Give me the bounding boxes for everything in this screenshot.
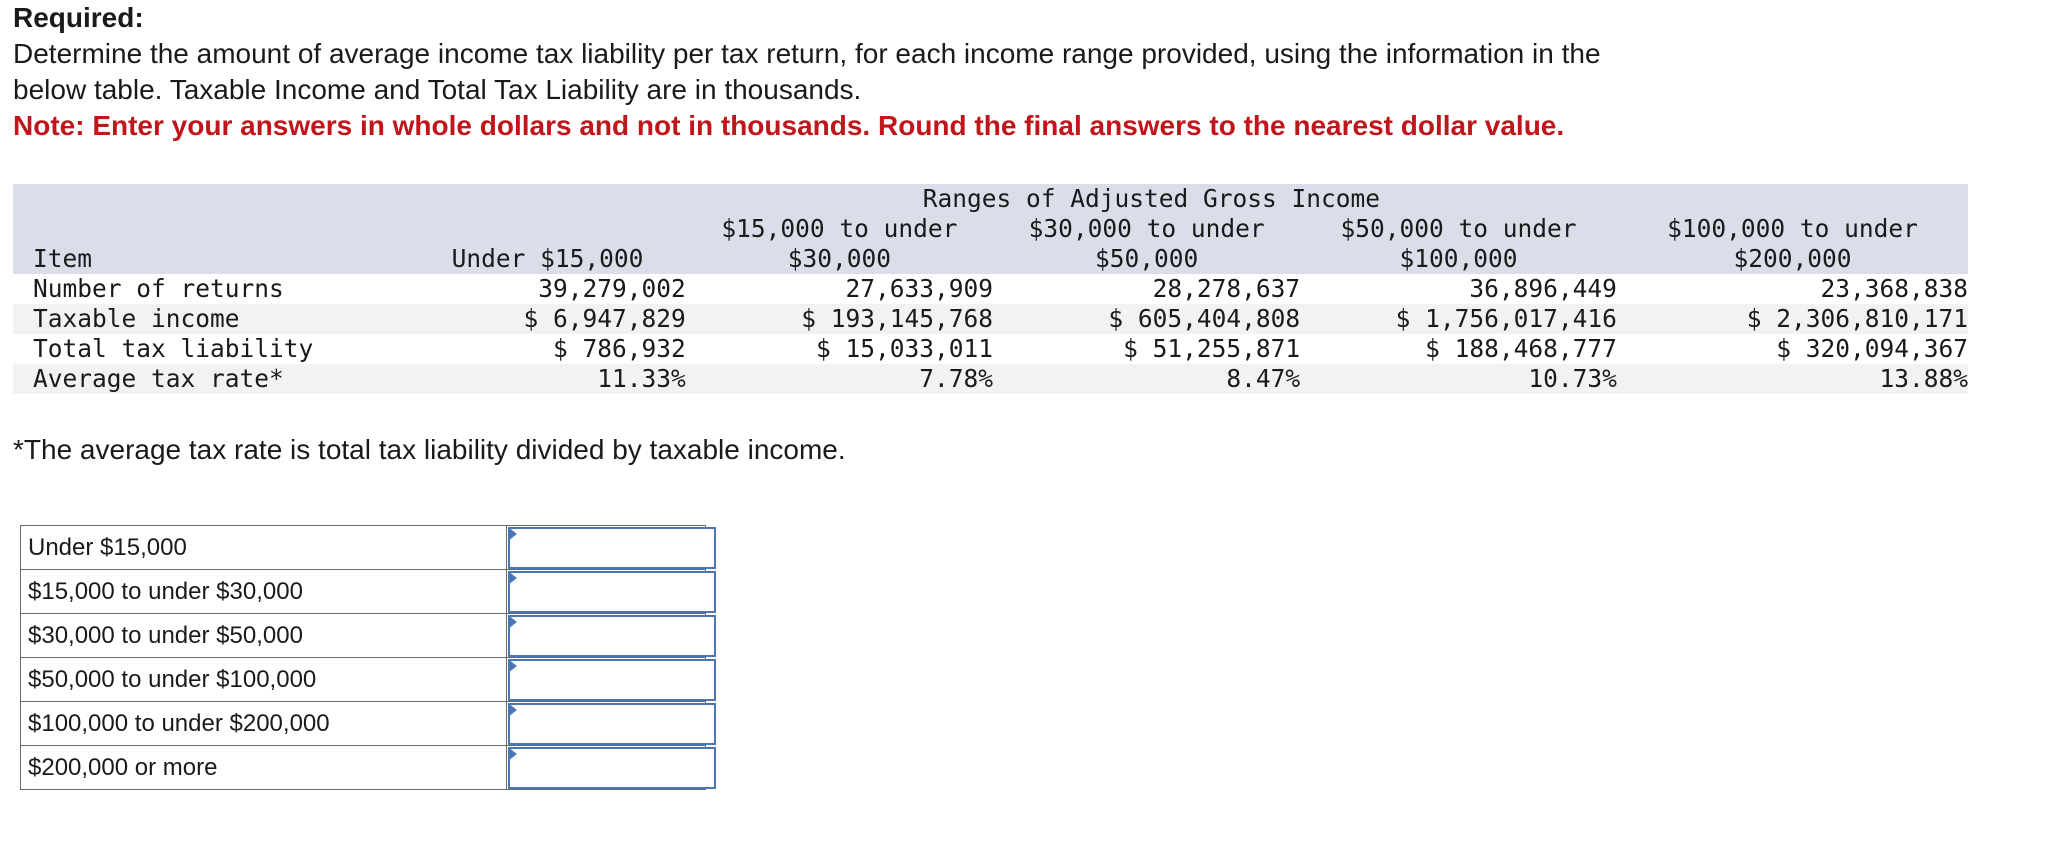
item-header: Item: [13, 244, 409, 274]
answer-cell: [507, 746, 706, 790]
table-cell: $ 188,468,777: [1300, 334, 1617, 364]
instruction-line-2: below table. Taxable Income and Total Tax Liability are in thousands.: [13, 74, 862, 105]
col-header-line2: Under $15,000: [409, 244, 686, 274]
answer-label: $15,000 to under $30,000: [21, 570, 507, 614]
table-cell: $ 2,306,810,171: [1617, 304, 1968, 334]
table-cell: 28,278,637: [993, 274, 1300, 304]
table-cell: $ 320,094,367: [1617, 334, 1968, 364]
answer-row: [21, 526, 706, 570]
table-cell: 10.73%: [1300, 364, 1617, 394]
note-text: Note: Enter your answers in whole dollars and not in thousands. Round the final answers to the nearest dollar value.: [13, 110, 1565, 141]
table-cell: 39,279,002: [409, 274, 686, 304]
instruction-line-1: Determine the amount of average income tax liability per tax return, for each income range provided, using the information in the: [13, 38, 1601, 69]
answer-cell: [507, 658, 706, 702]
group-header: Ranges of Adjusted Gross Income: [686, 184, 1617, 214]
table-cell: $ 51,255,871: [993, 334, 1300, 364]
row-label: Taxable income: [13, 304, 409, 334]
col-header-line1: $30,000 to under: [993, 214, 1300, 244]
row-label: Number of returns: [13, 274, 409, 304]
table-cell: $ 193,145,768: [686, 304, 993, 334]
answer-input-100000-to-200000[interactable]: [508, 703, 716, 745]
answer-input-200000-or-more[interactable]: [508, 747, 716, 789]
table-cell: 7.78%: [686, 364, 993, 394]
col-header-line2: $200,000: [1617, 244, 1968, 274]
row-label: Total tax liability: [13, 334, 409, 364]
answer-input-under-15000[interactable]: [508, 527, 716, 569]
table-header-row-line2: [13, 244, 1968, 274]
table-row: [13, 304, 1968, 334]
col-header-line1: $50,000 to under: [1300, 214, 1617, 244]
col-header-line2: $50,000: [993, 244, 1300, 274]
table-cell: $ 15,033,011: [686, 334, 993, 364]
table-row: [13, 334, 1968, 364]
answer-row: [21, 702, 706, 746]
footnote: *The average tax rate is total tax liability divided by taxable income.: [13, 434, 846, 465]
answer-input-15000-to-30000[interactable]: [508, 571, 716, 613]
answer-cell: [507, 702, 706, 746]
answer-row: [21, 658, 706, 702]
answer-cell: [507, 614, 706, 658]
table-cell: $ 605,404,808: [993, 304, 1300, 334]
table-row: [13, 364, 1968, 394]
table-cell: 13.88%: [1617, 364, 1968, 394]
question-heading: [13, 0, 2053, 144]
col-header-line2: $30,000: [686, 244, 993, 274]
answer-label: $200,000 or more: [21, 746, 507, 790]
table-cell: 23,368,838: [1617, 274, 1968, 304]
table-cell: 8.47%: [993, 364, 1300, 394]
col-header-line1: [409, 214, 686, 244]
answer-row: [21, 746, 706, 790]
col-header-line1: $15,000 to under: [686, 214, 993, 244]
answer-row: [21, 614, 706, 658]
row-label: Average tax rate*: [13, 364, 409, 394]
table-cell: 11.33%: [409, 364, 686, 394]
answer-cell: [507, 526, 706, 570]
table-cell: $ 1,756,017,416: [1300, 304, 1617, 334]
answer-label: $30,000 to under $50,000: [21, 614, 507, 658]
data-table-container: [13, 184, 1968, 394]
answer-table: [20, 525, 706, 790]
answer-label: Under $15,000: [21, 526, 507, 570]
table-cell: $ 6,947,829: [409, 304, 686, 334]
table-row: [13, 274, 1968, 304]
answer-label: $50,000 to under $100,000: [21, 658, 507, 702]
answer-cell: [507, 570, 706, 614]
col-header-line1: $100,000 to under: [1617, 214, 1968, 244]
answer-input-50000-to-100000[interactable]: [508, 659, 716, 701]
required-title: Required:: [13, 2, 144, 33]
answer-label: $100,000 to under $200,000: [21, 702, 507, 746]
table-cell: 36,896,449: [1300, 274, 1617, 304]
table-cell: $ 786,932: [409, 334, 686, 364]
table-header-row-group: [13, 184, 1968, 214]
answer-input-30000-to-50000[interactable]: [508, 615, 716, 657]
answer-row: [21, 570, 706, 614]
income-data-table: [13, 184, 1968, 394]
col-header-line2: $100,000: [1300, 244, 1617, 274]
table-header-row-line1: [13, 214, 1968, 244]
table-cell: 27,633,909: [686, 274, 993, 304]
